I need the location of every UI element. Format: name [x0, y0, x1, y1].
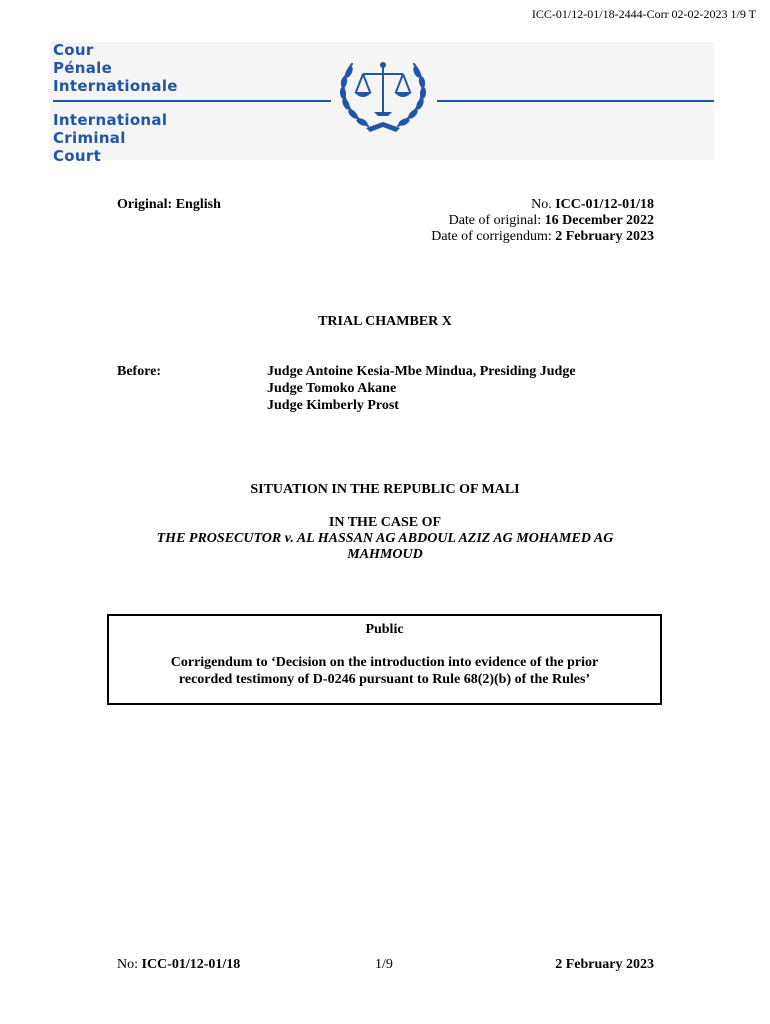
document-title-line-1: Corrigendum to ‘Decision on the introduction into evidence of the prior	[170, 655, 599, 670]
date-corrigendum-label: Date of corrigendum:	[431, 229, 552, 244]
case-title-line-1: THE PROSECUTOR v. AL HASSAN AG ABDOUL AZIZ AG MOHAMED AG	[156, 531, 614, 546]
logo-line: International	[53, 111, 168, 129]
logo-line: Internationale	[53, 77, 178, 95]
case-number: ICC-01/12-01/18	[555, 197, 654, 212]
logo-text-english	[53, 111, 167, 165]
original-language: Original: English	[117, 197, 221, 212]
classification: Public	[365, 622, 404, 637]
case-number-label: No.	[531, 197, 552, 212]
footer-no-value: ICC-01/12-01/18	[141, 957, 241, 972]
before-label: Before:	[117, 364, 162, 379]
footer-case-number	[117, 956, 240, 973]
date-original-line	[449, 212, 654, 229]
logo-rule-right	[437, 100, 714, 102]
logo-line: Court	[53, 147, 102, 165]
date-corrigendum-line	[431, 228, 654, 245]
judge-name: Judge Kimberly Prost	[267, 398, 399, 413]
logo-line: Cour	[53, 41, 94, 59]
document-title-line-2: recorded testimony of D-0246 pursuant to Rule 68(2)(b) of the Rules’	[178, 672, 591, 687]
case-title-line-2: MAHMOUD	[347, 547, 423, 562]
icc-scales-emblem-icon	[330, 52, 436, 136]
footer-no-label: No:	[117, 957, 138, 972]
document-stamp: ICC-01/12-01/18-2444-Corr 02-02-2023 1/9 T	[531, 7, 756, 21]
logo-text-french	[53, 41, 178, 95]
date-corrigendum: 2 February 2023	[555, 229, 654, 244]
judges-list	[267, 363, 576, 414]
document-title-box	[107, 614, 662, 705]
footer-date: 2 February 2023	[555, 957, 654, 972]
situation-heading: SITUATION IN THE REPUBLIC OF MALI	[250, 482, 520, 497]
judge-name: Judge Antoine Kesia-Mbe Mindua, Presiding Judge	[267, 364, 576, 379]
case-intro: IN THE CASE OF	[328, 515, 442, 530]
footer-page-number: 1/9	[375, 957, 393, 972]
chamber-heading: TRIAL CHAMBER X	[318, 314, 452, 329]
logo-line: Pénale	[53, 59, 113, 77]
date-original: 16 December 2022	[544, 213, 654, 228]
logo-rule-left	[53, 100, 331, 102]
date-original-label: Date of original:	[448, 213, 542, 228]
logo-line: Criminal	[53, 129, 126, 147]
judge-name: Judge Tomoko Akane	[267, 381, 397, 396]
case-number-line	[531, 196, 654, 213]
